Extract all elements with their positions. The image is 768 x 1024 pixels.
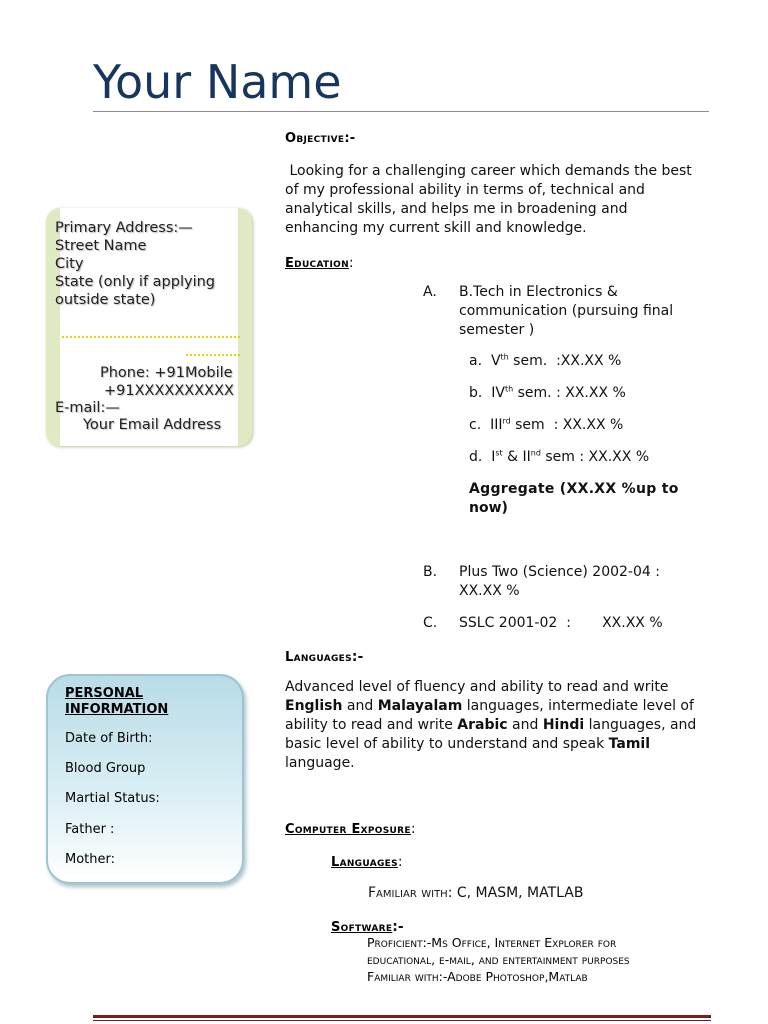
address-state-line1: State (only if applying xyxy=(55,274,215,290)
language-english: English xyxy=(285,698,343,714)
semester-roman: III xyxy=(490,417,503,433)
semester-suffix-2: nd xyxy=(530,448,541,458)
languages-line3 xyxy=(285,716,696,735)
objective-line3: analytical skills, and helps me in broadening and xyxy=(285,201,628,217)
language-arabic: Arabic xyxy=(457,717,508,733)
address-dash-divider-short xyxy=(186,354,240,356)
languages-heading-suffix: :- xyxy=(351,649,364,665)
education-marker-a: A. xyxy=(423,284,437,300)
address-dash-divider xyxy=(62,336,240,338)
computer-languages-suffix: : xyxy=(397,854,403,870)
software-heading-suffix: :- xyxy=(392,919,404,935)
semester-score: sem. : XX.XX % xyxy=(513,385,626,401)
languages-text: basic level of ability to understand and speak xyxy=(285,736,609,752)
software-heading-row xyxy=(331,916,404,937)
familiar-languages: Familiar with: C, MASM, MATLAB xyxy=(368,885,584,901)
languages-text: languages, and xyxy=(584,717,697,733)
semester-score: sem. :XX.XX % xyxy=(508,353,622,369)
semester-marker: d. xyxy=(469,449,483,465)
computer-heading: Computer Exposure xyxy=(285,822,411,837)
phone-line2: +91XXXXXXXXXX xyxy=(104,383,234,399)
personal-field-marital-status: Martial Status: xyxy=(65,791,160,806)
personal-field-dob: Date of Birth: xyxy=(65,731,153,746)
personal-heading-line1: PERSONAL xyxy=(65,686,144,701)
objective-line1: Looking for a challenging career which demands the best xyxy=(285,163,692,179)
education-a-line3: semester ) xyxy=(459,322,535,338)
language-hindi: Hindi xyxy=(542,717,585,733)
languages-text: ability to read and write xyxy=(285,717,458,733)
name-divider xyxy=(93,111,709,112)
computer-languages-heading: Languages xyxy=(331,855,398,870)
aggregate-line1: Aggregate (XX.XX %up to xyxy=(469,481,679,497)
semester-roman: I xyxy=(491,449,496,465)
semester-suffix: rd xyxy=(502,416,511,426)
address-heading: Primary Address:— xyxy=(55,220,193,236)
education-a-line2: communication (pursuing final xyxy=(459,303,674,319)
footer-rule xyxy=(93,1015,711,1018)
semester-marker: b. xyxy=(469,385,483,401)
education-c-text: SSLC 2001-02 : XX.XX % xyxy=(459,615,663,631)
personal-field-mother: Mother: xyxy=(65,852,116,867)
languages-line1: Advanced level of fluency and ability to read and write xyxy=(285,679,669,695)
semester-suffix: st xyxy=(495,448,503,458)
education-a-line1: B.Tech in Electronics & xyxy=(459,284,618,300)
proficient-line2: educational, e-mail, and entertainment purposes xyxy=(367,952,630,967)
semester-roman-2: & II xyxy=(502,449,531,465)
semester-roman: V xyxy=(490,353,501,369)
semester-item-a xyxy=(469,352,621,371)
language-tamil: Tamil xyxy=(608,736,651,752)
objective-line2: of my professional ability in terms of, technical and xyxy=(285,182,645,198)
computer-heading-row xyxy=(285,818,416,839)
semester-item-c xyxy=(469,416,623,435)
familiar-software: Familiar with:-Adobe Photoshop,Matlab xyxy=(367,969,588,984)
languages-line5: language. xyxy=(285,755,355,771)
languages-line4 xyxy=(285,735,650,754)
computer-heading-suffix: : xyxy=(410,821,416,837)
semester-marker: c. xyxy=(469,417,482,433)
personal-field-father: Father : xyxy=(65,822,115,837)
semester-suffix: th xyxy=(504,384,514,394)
education-marker-c: C. xyxy=(423,615,438,631)
education-b-line2: XX.XX % xyxy=(459,583,520,599)
languages-heading: Languages xyxy=(285,650,352,665)
semester-suffix: th xyxy=(500,352,509,362)
resume-name: Your Name xyxy=(93,55,342,109)
address-city: City xyxy=(55,256,84,272)
objective-line4: enhancing my current skill and knowledge. xyxy=(285,220,587,236)
phone-line1: Phone: +91Mobile xyxy=(100,365,233,381)
semester-marker: a. xyxy=(469,353,483,369)
personal-heading-line2: INFORMATION xyxy=(65,702,169,717)
semester-score: sem : XX.XX % xyxy=(510,417,624,433)
semester-roman: IV xyxy=(491,385,505,401)
languages-heading-row xyxy=(285,646,363,667)
footer-rule-thin xyxy=(93,1020,711,1021)
semester-score: sem : XX.XX % xyxy=(540,449,650,465)
languages-line2 xyxy=(285,697,694,716)
education-heading-suffix: : xyxy=(348,255,354,271)
education-heading-row xyxy=(285,252,354,273)
education-marker-b: B. xyxy=(423,564,438,580)
languages-text: and xyxy=(507,717,543,733)
proficient-line1: Proficient:-Ms Office, Internet Explorer for xyxy=(367,935,617,950)
language-malayalam: Malayalam xyxy=(377,698,463,714)
semester-item-b xyxy=(469,384,626,403)
address-state-line2: outside state) xyxy=(55,292,156,308)
languages-text: languages, intermediate level of xyxy=(462,698,694,714)
education-heading: Education xyxy=(285,256,349,271)
education-b-line1: Plus Two (Science) 2002-04 : xyxy=(459,564,660,580)
email-value: Your Email Address xyxy=(83,417,222,433)
personal-field-blood-group: Blood Group xyxy=(65,761,146,776)
computer-languages-heading-row xyxy=(331,851,403,872)
software-heading: Software xyxy=(331,920,393,935)
objective-heading: Objective:- xyxy=(285,131,356,146)
semester-item-d xyxy=(469,448,649,467)
email-label: E-mail:— xyxy=(55,400,120,416)
aggregate-line2: now) xyxy=(469,500,508,516)
languages-text: and xyxy=(342,698,378,714)
address-street: Street Name xyxy=(55,238,147,254)
